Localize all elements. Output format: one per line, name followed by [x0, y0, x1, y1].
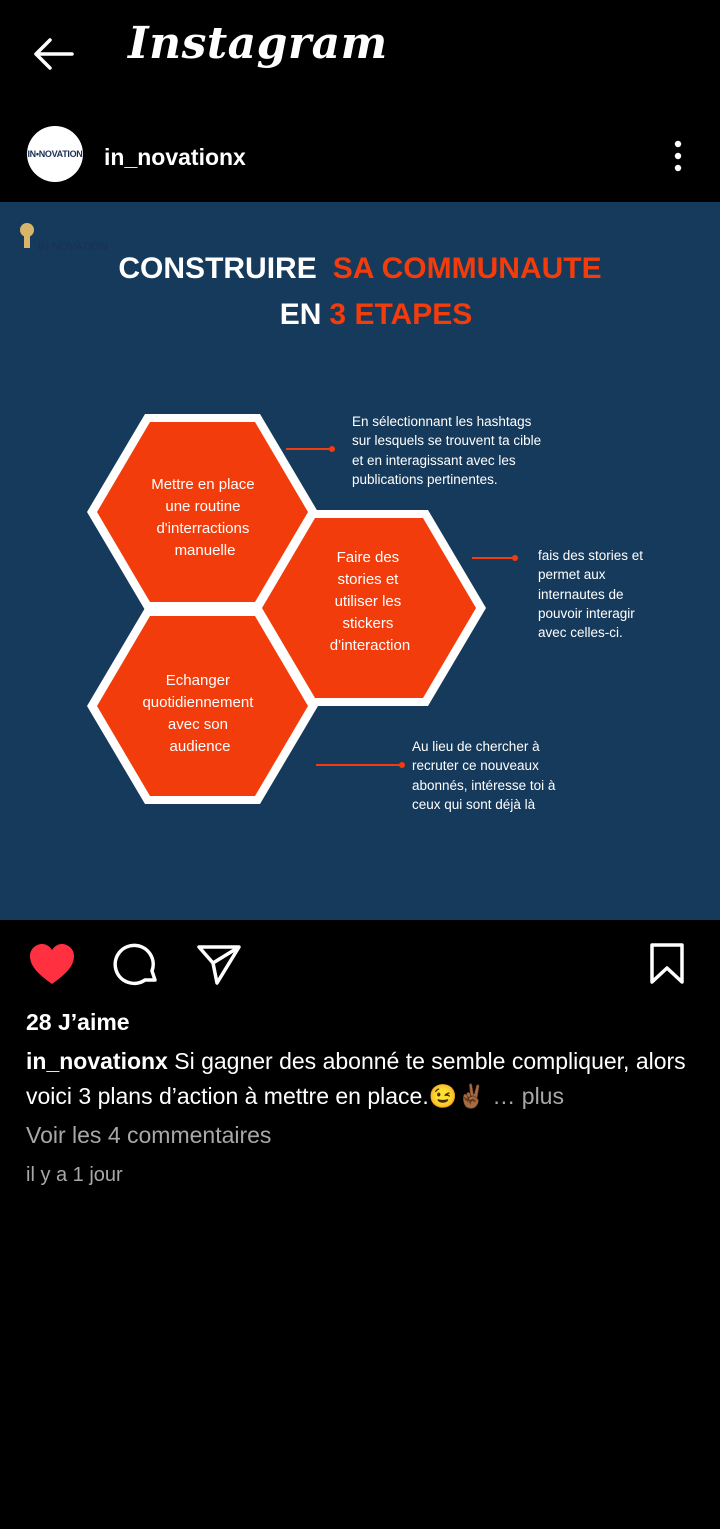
- like-button[interactable]: [28, 942, 76, 991]
- post-caption: [26, 1044, 706, 1114]
- corner-logo: [20, 223, 108, 253]
- like-count[interactable]: 28 J’aime: [26, 1009, 130, 1035]
- comment-button[interactable]: [112, 942, 160, 993]
- heart-icon: [28, 942, 76, 986]
- avatar-logo-text: IN•NOVATION: [27, 149, 83, 159]
- caption-more-link[interactable]: … plus: [492, 1083, 564, 1109]
- step-1-text: Mettre en place une routine d'interractions manuelle: [151, 476, 255, 559]
- step-2-text: Faire des stories et utiliser les stickers d'interaction: [329, 549, 411, 654]
- share-button[interactable]: [196, 943, 242, 992]
- bookmark-icon: [648, 942, 686, 986]
- more-vertical-icon: [664, 136, 692, 176]
- instagram-logo: Instagram: [128, 18, 388, 69]
- top-bar: [0, 0, 720, 110]
- post-username[interactable]: in_novationx: [104, 144, 246, 170]
- more-options-button[interactable]: [664, 136, 692, 176]
- image-title-line2: EN 3 ETAPES: [279, 298, 473, 331]
- svg-text:IN NOVATION: IN NOVATION: [38, 241, 108, 253]
- back-button[interactable]: [28, 34, 78, 74]
- step-2-description: fais des stories et permet aux internautes de pouvoir interagir avec celles-ci.: [538, 548, 644, 640]
- step-3-text: Echanger quotidiennement avec son audience: [142, 672, 254, 755]
- comment-icon: [112, 942, 160, 988]
- save-button[interactable]: [648, 942, 686, 991]
- avatar[interactable]: [27, 126, 83, 182]
- post-image[interactable]: [0, 202, 720, 920]
- caption-username[interactable]: in_novationx: [26, 1048, 168, 1074]
- post-actions: [0, 930, 720, 1000]
- step-3-description: Au lieu de chercher à recruter ce nouveaux abonnés, intéresse toi à ceux qui sont déjà là: [412, 739, 556, 812]
- image-title-line1: CONSTRUIRE SA COMMUNAUTE: [118, 252, 602, 285]
- post-timestamp: il y a 1 jour: [26, 1164, 123, 1186]
- view-comments-link[interactable]: Voir les 4 commentaires: [26, 1122, 272, 1148]
- post-header: [0, 118, 720, 198]
- step-1-description: En sélectionnant les hashtags sur lesquels se trouvent ta cible et en interagissant avec les publications pertinentes.: [352, 414, 542, 487]
- caption-text: Si gagner des abonné te semble compliquer, alors voici 3 plans d’action à mettre en place.😉✌🏾: [26, 1048, 686, 1109]
- back-arrow-icon: [28, 34, 78, 74]
- send-icon: [196, 943, 242, 987]
